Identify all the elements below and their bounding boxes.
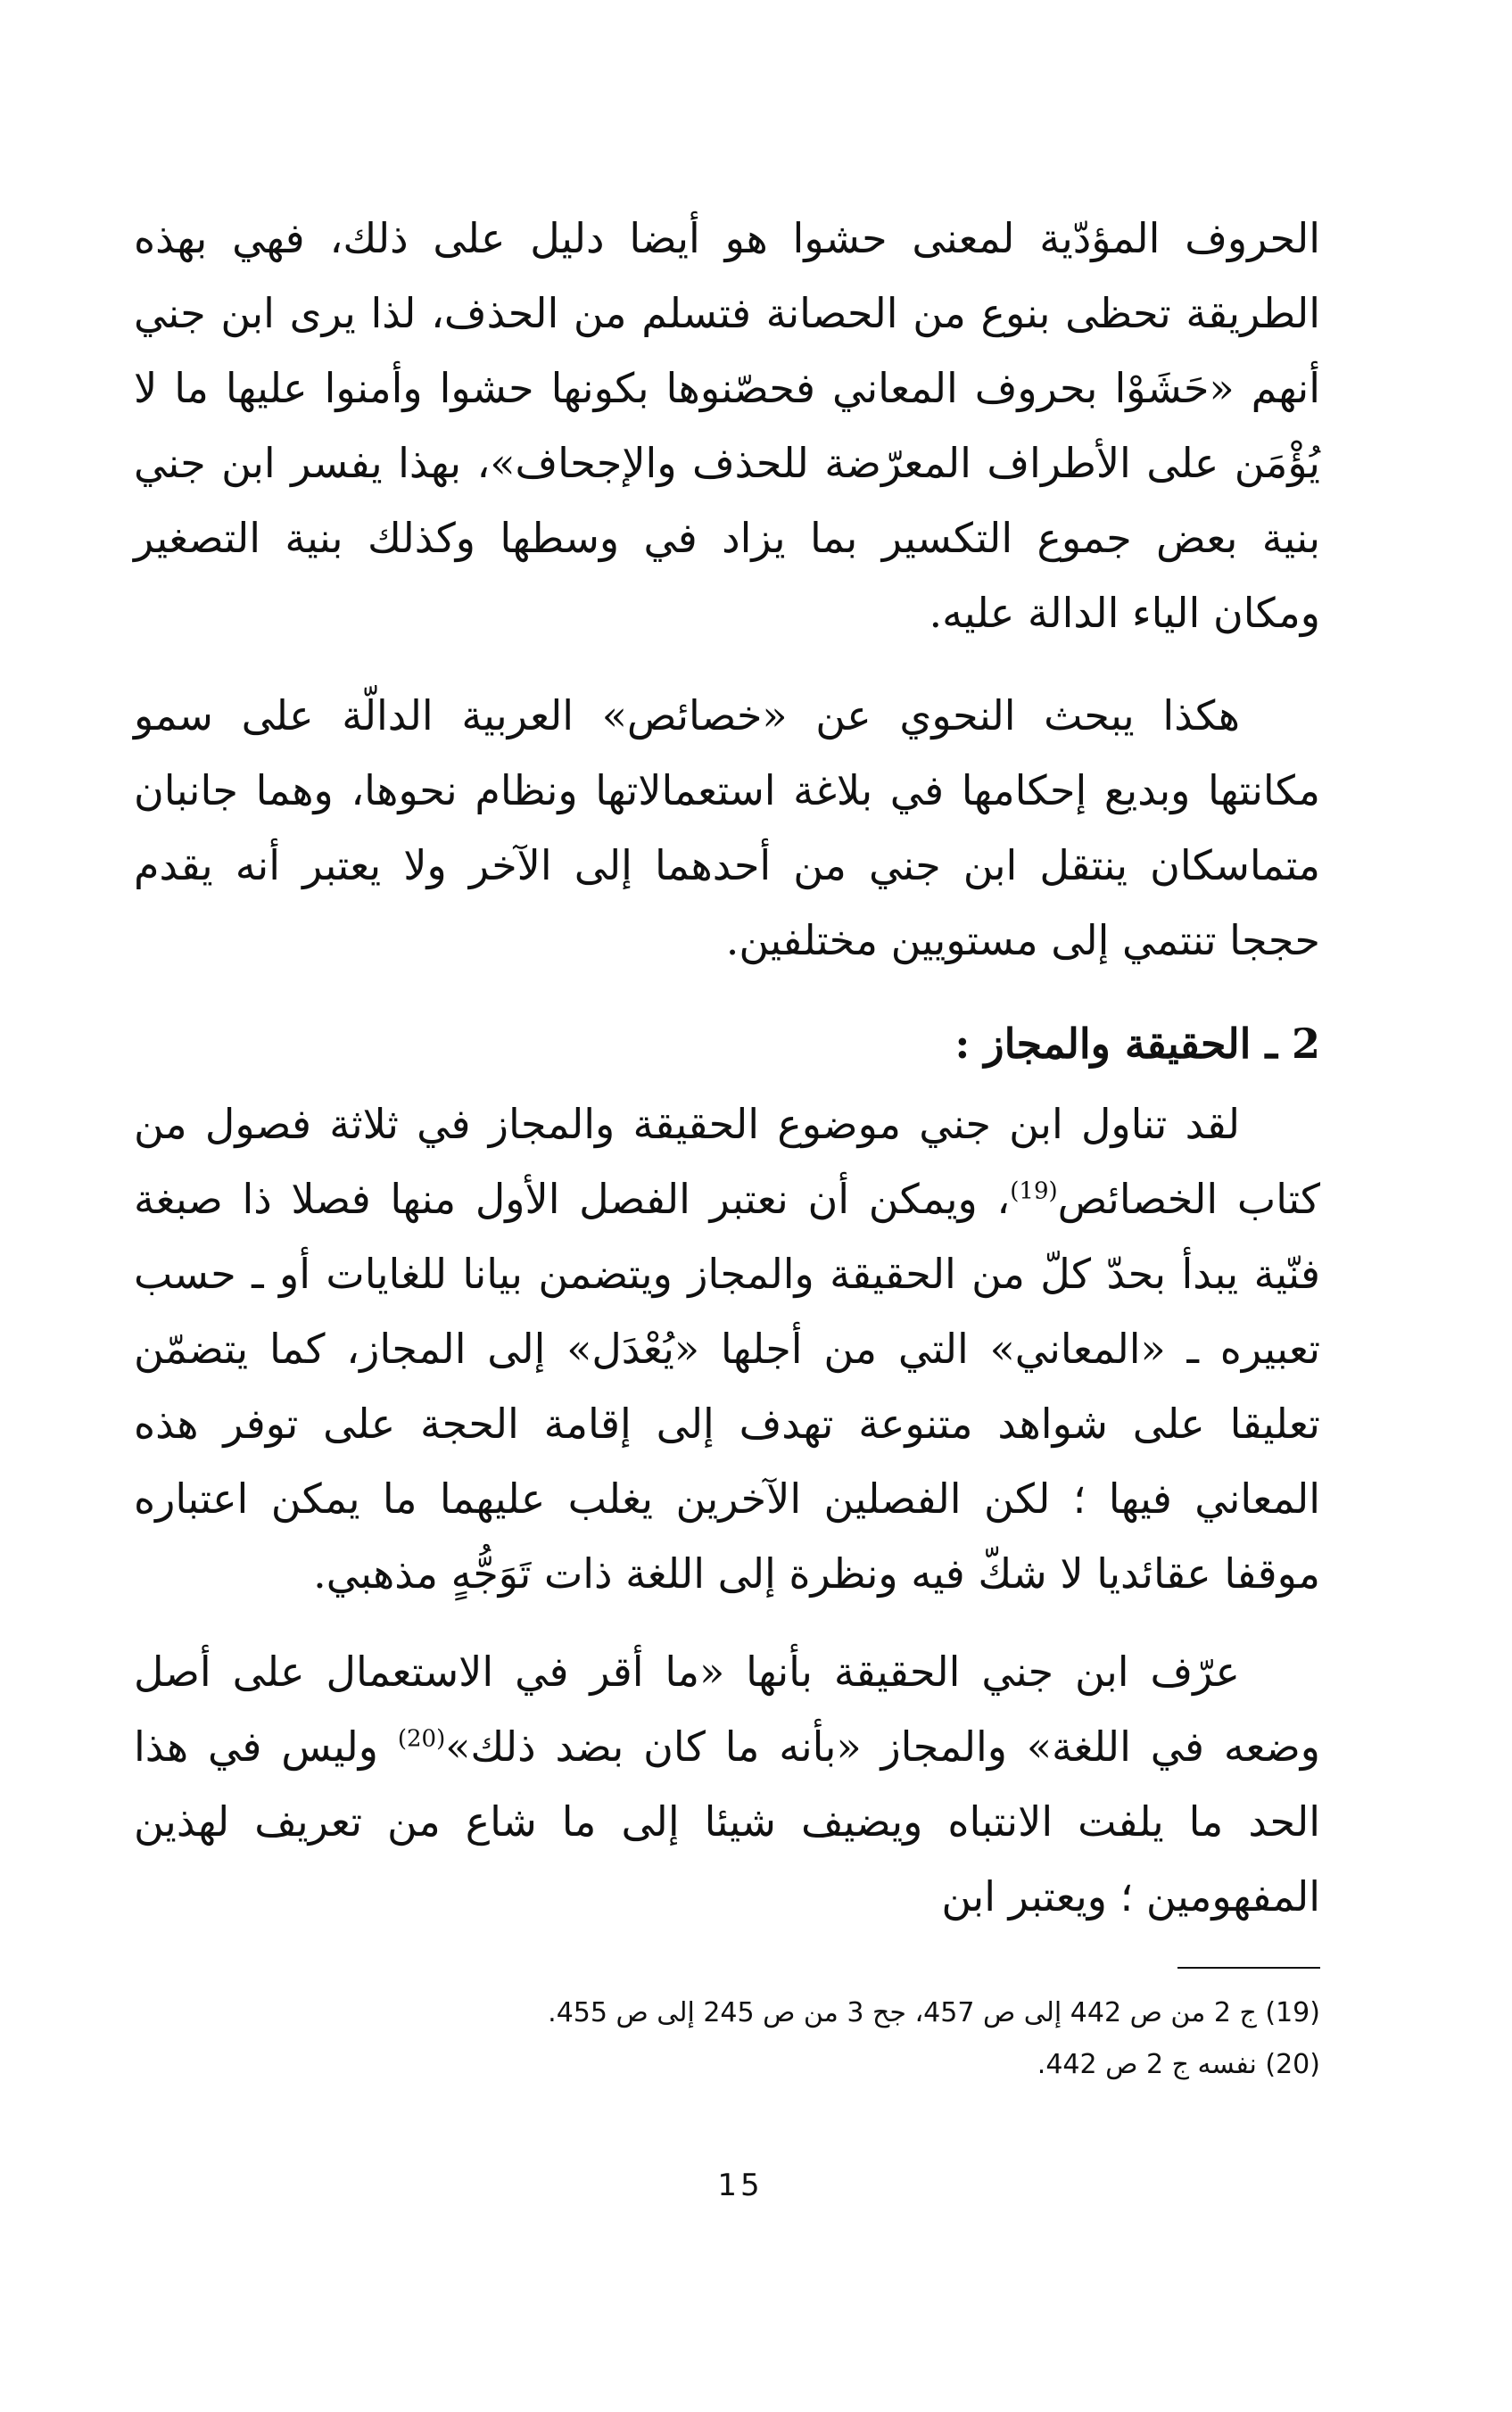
footnotes-section [464,1987,1320,2091]
footnote-ref-20: (20) [397,1725,446,1753]
paragraph-4 [134,1634,1320,1934]
page-number: 15 [717,2168,764,2203]
paragraph-3-text-start: لقد تناول ابن جني موضوع الحقيقة والمجاز في ثلاثة فصول من كتاب الخصائص [134,1100,1320,1223]
paragraph-4-text-end: وليس في هذا الحد ما يلفت الانتباه ويضيف شيئا إلى ما شاع من تعريف لهذين المفهومين ؛ ويعتبر ابن [134,1722,1320,1921]
paragraph-2: هكذا يبحث النحوي عن «خصائص» العربية الدالّة على سمو مكانتها وبديع إحكامها في بلاغة استعمالاتها ونظام نحوها، وهما جانبان متماسكان ينتقل ابن جني من أحدهما إلى الآخر ولا يعتبر أنه يقدم حججا تنتمي إلى مستويين مختلفين. [134,691,1320,964]
footnote-divider [1177,1967,1320,1969]
footnote-19: (19) ج 2 من ص 442 إلى ص 457، جح 3 من ص 245 إلى ص 455. [548,1997,1320,2028]
footnote-20: (20) نفسه ج 2 ص 442. [1037,2049,1320,2080]
paragraph-1: الحروف المؤدّية لمعنى حشوا هو أيضا دليل على ذلك، فهي بهذه الطريقة تحظى بنوع من الحصانة فتسلم من الحذف، لذا يرى ابن جني أنهم «حَشَوْا بحروف المعاني فحصّنوها بكونها حشوا وأمنوا عليها ما لا يُؤْمَن على الأطراف المعرّضة للحذف والإجحاف»، بهذا يفسر ابن جني بنية بعض جموع التكسير بما يزاد في وسطها وكذلك بنية التصغير ومكان الياء الدالة عليه. [134,214,1320,637]
paragraph-3-text-end: ، ويمكن أن نعتبر الفصل الأول منها فصلا ذا صبغة فنّية يبدأ بحدّ كلّ من الحقيقة والمجاز ويتضمن بيانا للغايات أو ـ حسب تعبيره ـ «المعاني» التي من أجلها «يُعْدَل» إلى المجاز، كما يتضمّن تعليقا على شواهد متنوعة تهدف إلى إقامة الحجة على توفر هذه المعاني فيها ؛ لكن الفصلين الآخرين يغلب عليهما ما يمكن اعتباره موقفا عقائديا لا شكّ فيه ونظرة إلى اللغة ذات تَوَجُّهٍ مذهبي. [134,1175,1320,1598]
footnote-ref-19: (19) [1010,1177,1058,1205]
paragraph-4-text-start: عرّف ابن جني الحقيقة بأنها «ما أقر في الاستعمال على أصل وضعه في اللغة» والمجاز «بأنه ما كان بضد ذلك» [134,1648,1321,1771]
section-heading: 2 ـ الحقيقة والمجاز : [954,1020,1320,1068]
paragraph-3 [134,1086,1320,1611]
